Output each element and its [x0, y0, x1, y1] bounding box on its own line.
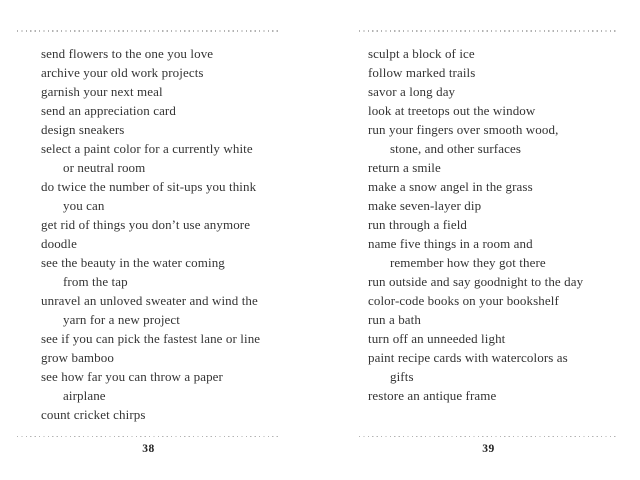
list-item-line: run through a field	[368, 216, 468, 232]
list-item-line: gifts	[390, 368, 414, 384]
list-item-line: color-code books on your bookshelf	[368, 292, 559, 308]
activity-list	[359, 32, 618, 436]
list-item-line: run outside and say goodnight to the day	[368, 273, 584, 289]
list-item	[368, 120, 618, 158]
list-item	[368, 348, 618, 386]
list-item-line: look at treetops out the window	[368, 102, 536, 118]
list-item	[41, 82, 280, 101]
list-item-line: do twice the number of sit-ups you think	[41, 178, 257, 194]
list-item	[41, 329, 280, 348]
list-item	[368, 196, 618, 215]
list-item-line: you can	[63, 197, 105, 213]
list-item-line: see if you can pick the fastest lane or line	[41, 330, 261, 346]
list-item	[368, 44, 618, 63]
list-item-line: airplane	[63, 387, 106, 403]
list-item	[41, 215, 280, 234]
dotted-rule-bottom	[17, 436, 280, 438]
list-item-line: send an appreciation card	[41, 102, 176, 118]
list-item	[41, 139, 280, 177]
list-item	[41, 367, 280, 405]
list-item-line: garnish your next meal	[41, 83, 163, 99]
list-item	[368, 215, 618, 234]
list-item-line: make a snow angel in the grass	[368, 178, 533, 194]
list-item	[368, 310, 618, 329]
list-item-line: return a smile	[368, 159, 441, 175]
list-item-line: select a paint color for a currently white	[41, 140, 253, 156]
list-item-line: sculpt a block of ice	[368, 45, 475, 61]
list-item	[368, 101, 618, 120]
page-number: 38	[142, 443, 155, 455]
list-item-line: restore an antique frame	[368, 387, 497, 403]
list-item-line: grow bamboo	[41, 349, 114, 365]
list-item	[41, 44, 280, 63]
list-item	[41, 291, 280, 329]
list-item-line: yarn for a new project	[63, 311, 180, 327]
list-item	[368, 291, 618, 310]
list-item-line: get rid of things you don’t use anymore	[41, 216, 251, 232]
list-item	[368, 272, 618, 291]
list-item-line: name five things in a room and	[368, 235, 533, 251]
list-item	[368, 158, 618, 177]
list-item-line: or neutral room	[63, 159, 146, 175]
list-item	[41, 234, 280, 253]
list-item	[368, 63, 618, 82]
list-item-line: run your fingers over smooth wood,	[368, 121, 559, 137]
list-item-line: count cricket chirps	[41, 406, 146, 422]
page-number: 39	[482, 443, 495, 455]
list-item	[368, 234, 618, 272]
list-item-line: run a bath	[368, 311, 421, 327]
list-item	[41, 120, 280, 139]
list-item-line: see the beauty in the water coming	[41, 254, 225, 270]
list-item-line: from the tap	[63, 273, 128, 289]
dotted-rule-bottom	[359, 436, 618, 438]
list-item-line: remember how they got there	[390, 254, 546, 270]
activity-list	[17, 32, 280, 436]
list-item-line: design sneakers	[41, 121, 125, 137]
list-item	[41, 405, 280, 424]
page-left	[17, 30, 280, 455]
list-item-line: stone, and other surfaces	[390, 140, 522, 156]
list-item-line: turn off an unneeded light	[368, 330, 506, 346]
list-item	[41, 348, 280, 367]
list-item-line: see how far you can throw a paper	[41, 368, 223, 384]
list-item	[368, 177, 618, 196]
list-item-line: archive your old work projects	[41, 64, 204, 80]
list-item-line: follow marked trails	[368, 64, 476, 80]
list-item-line: send flowers to the one you love	[41, 45, 214, 61]
list-item	[368, 329, 618, 348]
list-item	[41, 101, 280, 120]
list-item	[368, 386, 618, 405]
list-item-line: doodle	[41, 235, 77, 251]
page-right	[359, 30, 618, 455]
list-item	[41, 63, 280, 82]
list-item	[41, 177, 280, 215]
list-item	[368, 82, 618, 101]
list-item-line: savor a long day	[368, 83, 456, 99]
list-item-line: unravel an unloved sweater and wind the	[41, 292, 258, 308]
list-item	[41, 253, 280, 291]
list-item-line: paint recipe cards with watercolors as	[368, 349, 568, 365]
list-item-line: make seven-layer dip	[368, 197, 482, 213]
